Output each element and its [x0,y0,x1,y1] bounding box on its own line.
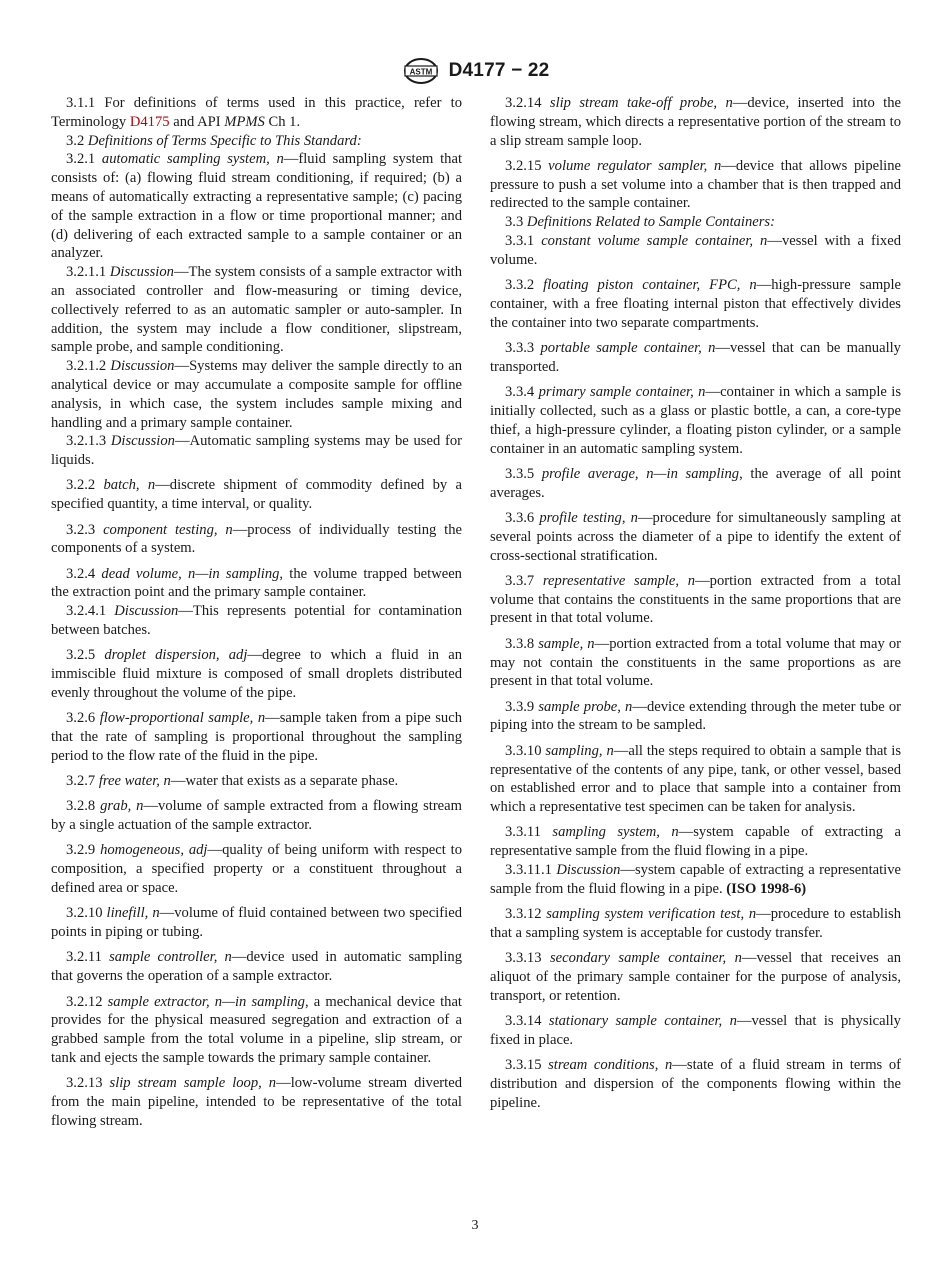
left-column [51,94,462,1137]
definition-text: —volume of fluid contained between two specified points in piping or tubing. [51,905,462,941]
page-number: 3 [471,1218,479,1233]
definition-paragraph [51,1074,462,1130]
definition-text: —degree to which a fluid in an immiscible fluid mixture is composed of small droplets distributed evenly throughout the volume of the pipe. [51,647,462,701]
definition-text: —high-pressure sample container, with a free floating internal piston that effectively divides the container into two separate compartments. [490,277,901,331]
definition-text: —vessel with a fixed volume. [490,233,901,268]
section-number: 3.2.7 [66,773,96,790]
section-number: 3.2.11 [66,949,102,966]
definition-text: —system capable of extracting a representative sample from the fluid flowing in a pipe. [490,824,902,860]
defined-term: sampling system verification test, n [546,906,757,923]
defined-term: Discussion [556,861,621,878]
section-number: 3.3.3 [505,340,535,357]
defined-term: portable sample container, n [540,340,716,357]
defined-term: component testing, n [103,521,233,538]
definition-paragraph [51,602,462,640]
section-number: 3.3.5 [505,465,535,482]
defined-term: slip stream sample loop, n [109,1075,277,1092]
defined-term: sample controller, n [109,949,232,966]
source-reference: (ISO 1998-6) [726,880,807,897]
defined-term: Definitions of Terms Specific to This Standard: [87,132,362,149]
definition-text: —vessel that can be manually transported. [490,340,901,375]
section-number: 3.3.15 [505,1057,542,1074]
definition-text: —portion extracted from a total volume that contains the constituents in the same proportions that are present in that total volume. [490,572,901,627]
section-number: 3.2.13 [66,1075,103,1092]
defined-term: sample probe, n [538,698,633,715]
definition-text: , the average of all point averages. [490,465,902,501]
definition-paragraph [51,904,462,942]
section-number: 3.3.4 [505,384,535,401]
definition-text: —system capable of extracting a representative sample from the fluid flowing in a pipe. [490,861,901,897]
definition-text: —vessel that receives an aliquot of the primary sample container for the purpose of analysis, transport, or retention. [490,950,901,1004]
definition-text: —state of a fluid stream in terms of distribution and dispersion of the components flowing within the pipeline. [490,1057,902,1111]
defined-term: dead volume, n—in sampling [101,565,280,582]
definition-text: —device that allows pipeline pressure to push a set volume into a chamber that is then trapped and redirected to the sample container. [490,157,901,212]
definition-text: —procedure for simultaneously sampling at several points across the diameter of a pipe to identify the extent of cross-sectional stratification. [490,509,902,564]
section-number: 3.2.12 [66,993,103,1010]
section-number: 3.3.2 [505,277,535,294]
section-number: 3.2.1.1 [66,264,107,281]
defined-term: representative sample, n [542,572,696,589]
defined-term: sampling system, n [552,824,679,841]
section-number: 3.3.9 [505,698,535,715]
defined-term: Discussion [114,603,179,620]
page-header [0,56,950,86]
definition-paragraph [490,861,901,899]
defined-term: linefill, n [106,905,160,922]
section-number: 3.3.10 [505,742,542,759]
section-number: 3.3.14 [505,1013,542,1030]
section-number: 3.3.1 [505,233,535,250]
definition-paragraph [51,948,462,986]
section-number: 3.2.15 [505,157,542,174]
definition-paragraph [490,465,901,503]
defined-term: profile testing, n [539,509,638,526]
astm-logo [401,56,441,86]
definition-text: —fluid sampling system that consists of: (a) flowing fluid stream conditioning, if required; (b) a means of automatically extracting a representative sample; (c) pacing of the sample extraction in a flow or time proportional manner; and (d) delivering of each extracted sample to a sample container or an analyzer. [51,151,462,262]
definition-text: —Systems may deliver the sample directly to an analytical device or may accumulate a composite sample for offline analysis, in which case, the system includes sample mixing and handling and a primary sample container. [51,358,463,431]
defined-term: secondary sample container, n [549,950,742,967]
section-number: 3.2.6 [66,710,96,727]
section-number: 3.3.7 [505,572,535,589]
definition-text: , a mechanical device that provides for the physical measured segregation and extraction of a grabbed sample from the total volume in a pipeline, slip stream, or tank and ejects the sample towards the primary sample container. [51,993,462,1066]
section-number: 3.2.1 [66,151,96,168]
definition-text: —low-volume stream diverted from the main pipeline, intended to be representative of the total flowing stream. [51,1075,462,1129]
definition-paragraph [51,150,462,263]
definition-paragraph [490,1056,901,1112]
defined-term: volume regulator sampler, n [548,157,722,174]
definition-paragraph [51,841,462,897]
defined-term: sample, n [538,635,595,652]
definition-paragraph [490,509,901,565]
definition-paragraph [490,698,901,736]
section-number: 3.3.13 [505,950,542,967]
definition-paragraph [51,476,462,514]
definition-paragraph [490,94,901,150]
definition-paragraph [490,949,901,1005]
definition-text: —container in which a sample is initially collected, such as a glass or plastic bottle, a can, a core-type thief, a high-pressure cylinder, a floating piston cylinder, or a sample container in an automatic sampling system. [490,384,901,457]
definition-paragraph [51,709,462,765]
defined-term: Discussion [110,433,175,450]
definition-text: —water that exists as a separate phase. [170,773,399,790]
section-number: 3.3.6 [505,509,535,526]
definition-text: —device used in automatic sampling that governs the operation of a sample extractor. [51,949,462,985]
defined-term: slip stream take-off probe, n [549,95,733,111]
definition-text: —procedure to establish that a sampling system is acceptable for custody transfer. [490,906,901,941]
section-number: 3.2.1.2 [66,358,107,375]
defined-term: homogeneous, adj [100,842,208,859]
definition-paragraph [490,635,901,691]
definition-paragraph [490,905,901,943]
defined-term: sample extractor, n—in sampling [107,993,305,1010]
definition-paragraph [51,646,462,702]
definition-text: —The system consists of a sample extractor with an associated controller and flow-measuring or timing device, collectively referred to as an automatic sampler or auto-sampler. In addition, the system may include a flow conditioner, slipstream, sample probe, and sample conditioning. [51,264,462,356]
defined-term: floating piston container, FPC, n [543,277,757,294]
definition-text: —device extending through the meter tube or piping into the stream to be sampled. [490,698,901,734]
section-number: 3.3.11 [505,824,541,841]
section-number: 3.3.8 [505,635,535,652]
definition-paragraph [51,797,462,835]
defined-term: free water, n [98,773,171,790]
section-number: 3.2.1.3 [66,433,107,450]
section-number: 3.3.11.1 [505,861,552,878]
definition-paragraph [490,823,901,861]
defined-term: constant volume sample container, n [541,233,768,250]
definition-paragraph [51,432,462,470]
defined-term: MPMS [224,113,265,130]
definition-paragraph [490,157,901,213]
section-number: 3.2.4 [66,565,96,582]
defined-term: batch, n [103,477,156,494]
definition-text: —volume of sample extracted from a flowing stream by a single actuation of the sample extractor. [51,798,462,834]
definition-paragraph [51,521,462,559]
defined-term: stationary sample container, n [548,1013,737,1030]
definition-paragraph [490,232,901,270]
defined-term: profile average, n—in sampling [541,465,740,482]
definition-paragraph [490,742,901,817]
paragraph-text: and API [169,113,225,130]
section-number: 3.2.2 [66,477,96,494]
defined-term: Definitions Related to Sample Containers: [526,214,775,231]
definition-paragraph [490,276,901,332]
defined-term: droplet dispersion, adj [104,647,248,664]
definition-text: Ch 1. [264,113,301,130]
definition-text: —discrete shipment of commodity defined by a specified quantity, a time interval, or quality. [51,477,462,513]
definition-text: —This represents potential for contamination between batches. [51,603,462,639]
section-number: 3.2.9 [66,842,96,859]
logo-text: ASTM [409,67,432,77]
right-column [490,94,901,1119]
definition-text: —process of individually testing the components of a system. [51,521,462,557]
paragraph-text: For definitions of terms used in this practice, refer to Terminology [51,95,462,130]
definition-text: —quality of being uniform with respect to composition, a specified property or a constituent throughout a defined area or space. [51,842,463,897]
reference-link[interactable]: D4175 [129,113,170,130]
section-number: 3.2 [66,132,85,149]
section-number: 3.3 [505,214,524,231]
section-number: 3.1.1 [66,95,96,111]
section-number: 3.2.14 [505,95,542,111]
definition-text: —portion extracted from a total volume that may or may not contain the constituents in the same proportions as are present in that total volume. [490,635,901,690]
definition-text: —all the steps required to obtain a sample that is representative of the contents of any pipe, tank, or other vessel, based on established error and to place that sample into a container from which a representative test specimen can be taken for analysis. [490,742,901,816]
section-number: 3.2.10 [66,905,103,922]
definition-text: , the volume trapped between the extraction point and the primary sample container. [51,565,462,601]
defined-term: grab, n [100,798,144,815]
defined-term: primary sample container, n [538,384,706,401]
definition-text: —device, inserted into the flowing stream, which directs a representative portion of the stream to a slip stream sample loop. [490,95,902,149]
definition-text: —vessel that is physically fixed in place. [490,1013,901,1048]
definition-paragraph [490,213,901,232]
defined-term: Discussion [110,358,175,375]
definition-paragraph [51,772,462,791]
definition-paragraph [490,383,901,458]
section-number: 3.2.8 [66,798,96,815]
definition-paragraph [51,565,462,603]
definition-paragraph [490,1012,901,1050]
definition-text: —Automatic sampling systems may be used for liquids. [51,433,462,469]
section-number: 3.2.4.1 [66,603,107,620]
definition-paragraph [490,339,901,377]
document-id: D4177 − 22 [448,60,550,81]
definition-paragraph [51,132,462,151]
definition-text: —sample taken from a pipe such that the rate of sampling is proportional throughout the sampling period to the flow rate of the fluid in the pipe. [51,710,462,764]
defined-term: stream conditions, n [548,1057,673,1074]
definition-paragraph [51,263,462,357]
section-number: 3.3.12 [505,906,542,923]
section-number: 3.2.5 [66,647,96,664]
definition-paragraph [51,94,462,132]
section-number: 3.2.3 [66,521,96,538]
defined-term: sampling, n [545,742,614,759]
defined-term: flow-proportional sample, n [99,710,266,727]
defined-term: automatic sampling system, n [101,151,284,168]
defined-term: Discussion [109,264,174,281]
definition-paragraph [490,572,901,628]
definition-paragraph [51,357,462,432]
definition-paragraph [51,993,462,1068]
